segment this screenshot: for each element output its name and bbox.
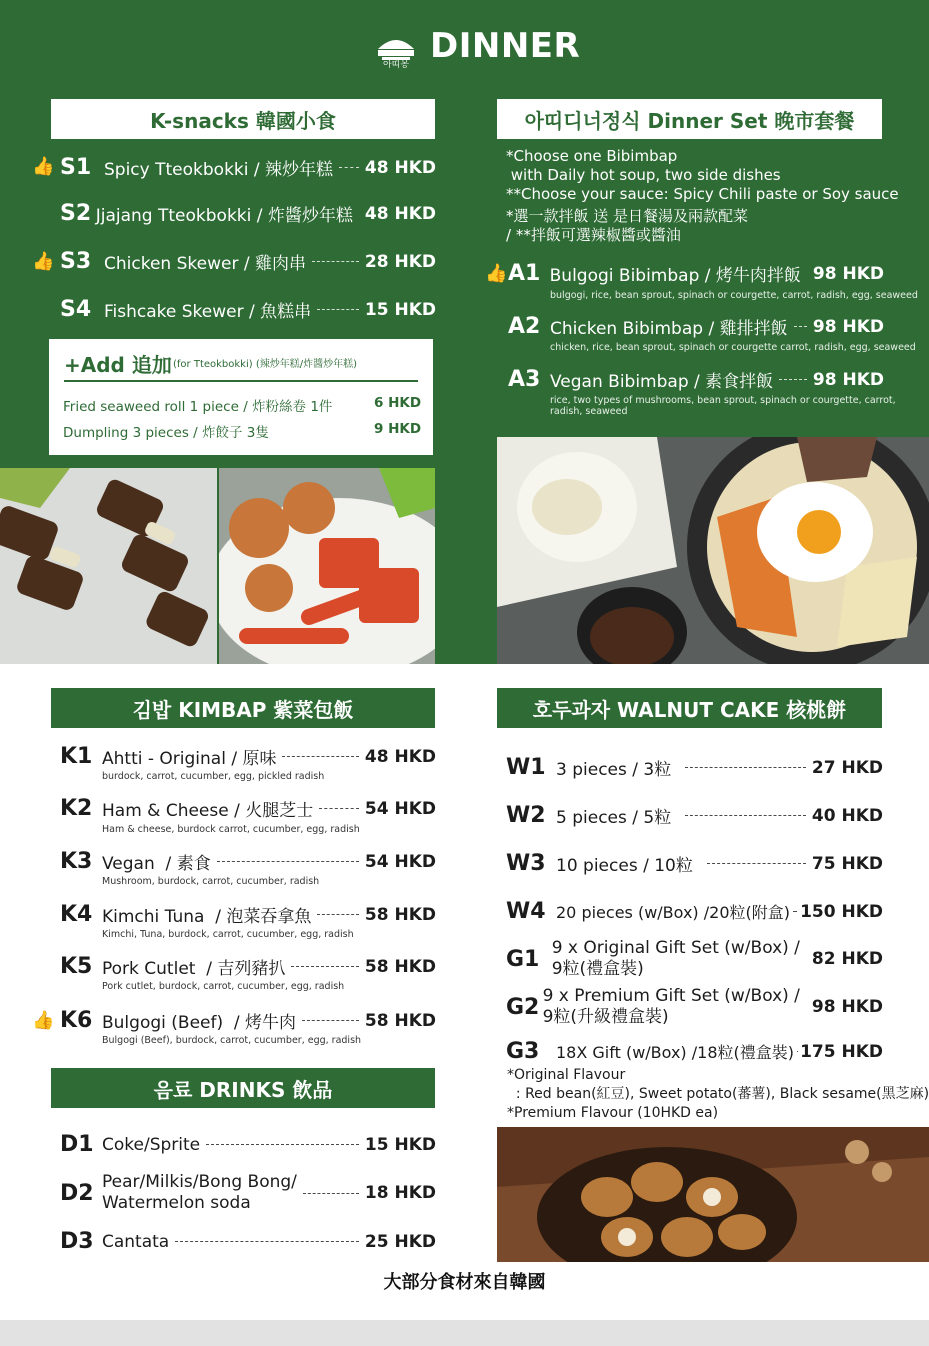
drinks-heading: 음료 DRINKS 飲品 xyxy=(51,1068,435,1108)
dinner-set-heading: 아띠디너정식 Dinner Set 晚市套餐 xyxy=(497,99,882,139)
item-description: Pork cutlet, burdock, carrot, cucumber, egg, radish xyxy=(102,981,345,992)
item-description: Mushroom, burdock, carrot, cucumber, radish xyxy=(102,876,320,887)
add-on-price: 9 HKD xyxy=(374,421,422,437)
menu-item-k1: K1 Ahtti - Original / 原味 48 HKD xyxy=(60,744,436,769)
menu-item-w2: W2 5 pieces / 5粒 40 HKD xyxy=(506,803,883,828)
menu-item-w1: W1 3 pieces / 3粒 27 HKD xyxy=(506,755,883,780)
item-description: bulgogi, rice, bean sprout, spinach or courgette, carrot, radish, egg, seaweed xyxy=(550,290,918,301)
item-description: Kimchi, Tuna, burdock, carrot, cucumber, egg, radish xyxy=(102,929,354,940)
menu-item-s2: S2 Jjajang Tteokbokki / 炸醬炒年糕 48 HKD xyxy=(60,201,436,226)
add-on-price: 6 HKD xyxy=(374,395,422,411)
thumbs-up-icon: 👍 xyxy=(32,1010,55,1031)
menu-item-s4: S4 Fishcake Skewer / 魚糕串 15 HKD xyxy=(60,297,436,322)
menu-item-g1: G1 9 x Original Gift Set (w/Box) / 9粒(禮盒裝) 82 HKD xyxy=(506,938,883,979)
menu-item-d2: D2 Pear/Milkis/Bong Bong/ Watermelon soda 18 HKD xyxy=(60,1172,436,1213)
page-title: DINNER xyxy=(430,26,581,66)
bibimbap-photo xyxy=(497,437,929,664)
menu-item-d1: D1 Coke/Sprite 15 HKD xyxy=(60,1132,436,1157)
item-description: radish, seaweed xyxy=(550,406,628,417)
menu-item-s3: S3 Chicken Skewer / 雞肉串 28 HKD xyxy=(60,249,436,274)
menu-item-k5: K5 Pork Cutlet / 吉列豬扒 58 HKD xyxy=(60,954,436,979)
add-on-note: (for Tteokbokki) (辣炒年糕/炸醬炒年糕) xyxy=(173,359,357,370)
menu-item-k2: K2 Ham & Cheese / 火腿芝士 54 HKD xyxy=(60,796,436,821)
thumbs-up-icon: 👍 xyxy=(485,263,508,284)
item-description: chicken, rice, bean sprout, spinach or courgette carrot, radish, egg, seaweed xyxy=(550,342,916,353)
menu-item-g3: G3 18X Gift (w/Box) /18粒(禮盒裝) 175 HKD xyxy=(506,1039,883,1064)
menu-item-w3: W3 10 pieces / 10粒 75 HKD xyxy=(506,851,883,876)
walnut-heading: 호두과자 WALNUT CAKE 核桃餅 xyxy=(497,688,882,728)
bottom-strip xyxy=(0,1320,929,1346)
thumbs-up-icon: 👍 xyxy=(32,251,55,272)
thumbs-up-icon: 👍 xyxy=(32,156,55,177)
menu-item-d3: D3 Cantata 25 HKD xyxy=(60,1229,436,1254)
menu-item-s1: S1 Spicy Tteokbokki / 辣炒年糕 48 HKD xyxy=(60,155,436,180)
tteokbokki-photo xyxy=(219,468,435,664)
chicken-skewer-photo xyxy=(0,468,217,664)
walnut-flavour-notes: *Original Flavour : Red bean(紅豆), Sweet potato(蕃薯), Black sesame(黑芝麻) *Premium Flavour (10HKD ea) xyxy=(507,1067,929,1121)
menu-item-k3: K3 Vegan / 素食 54 HKD xyxy=(60,849,436,874)
logo-text: 아띠몽 xyxy=(382,60,410,70)
dinner-set-notes: *Choose one Bibimbap with Daily hot soup, two side dishes **Choose your sauce: Spicy Chili paste or Soy sauce *選一款拌飯 送 是日餐湯及兩款配菜 / **拌飯可選辣椒醬或醬油 xyxy=(506,147,899,244)
walnut-cake-photo xyxy=(497,1127,929,1262)
kimbap-heading: 김밥 KIMBAP 紫菜包飯 xyxy=(51,688,435,728)
add-on-box xyxy=(49,339,433,455)
item-description: Ham & cheese, burdock carrot, cucumber, egg, radish xyxy=(102,824,360,835)
add-on-title: +Add 追加 xyxy=(64,353,172,377)
menu-item-g2: G2 9 x Premium Gift Set (w/Box) / 9粒(升級禮盒裝) 98 HKD xyxy=(506,986,883,1027)
menu-item-a3: A3 Vegan Bibimbap / 素食拌飯 98 HKD xyxy=(508,367,884,392)
add-on-item: Fried seaweed roll 1 piece / 炸粉絲卷 1件 xyxy=(63,399,333,415)
ksnacks-heading: K-snacks 韓國小食 xyxy=(51,99,435,139)
menu-item-k4: K4 Kimchi Tuna / 泡菜吞拿魚 58 HKD xyxy=(60,902,436,927)
add-on-divider xyxy=(64,380,418,382)
item-description: burdock, carrot, cucumber, egg, pickled radish xyxy=(102,771,325,782)
menu-item-a1: A1 Bulgogi Bibimbap / 烤牛肉拌飯 98 HKD xyxy=(508,261,884,286)
item-description: rice, two types of mushrooms, bean sprout, spinach or courgette, carrot, xyxy=(550,395,896,406)
add-on-item: Dumpling 3 pieces / 炸餃子 3隻 xyxy=(63,425,269,441)
menu-item-w4: W4 20 pieces (w/Box) /20粒(附盒) 150 HKD xyxy=(506,899,883,924)
item-description: Bulgogi (Beef), burdock, carrot, cucumber, egg, radish xyxy=(102,1035,362,1046)
footer-note: 大部分食材來自韓國 xyxy=(383,1272,546,1293)
menu-item-a2: A2 Chicken Bibimbap / 雞排拌飯 98 HKD xyxy=(508,314,884,339)
menu-item-k6: K6 Bulgogi (Beef) / 烤牛肉 58 HKD xyxy=(60,1008,436,1033)
